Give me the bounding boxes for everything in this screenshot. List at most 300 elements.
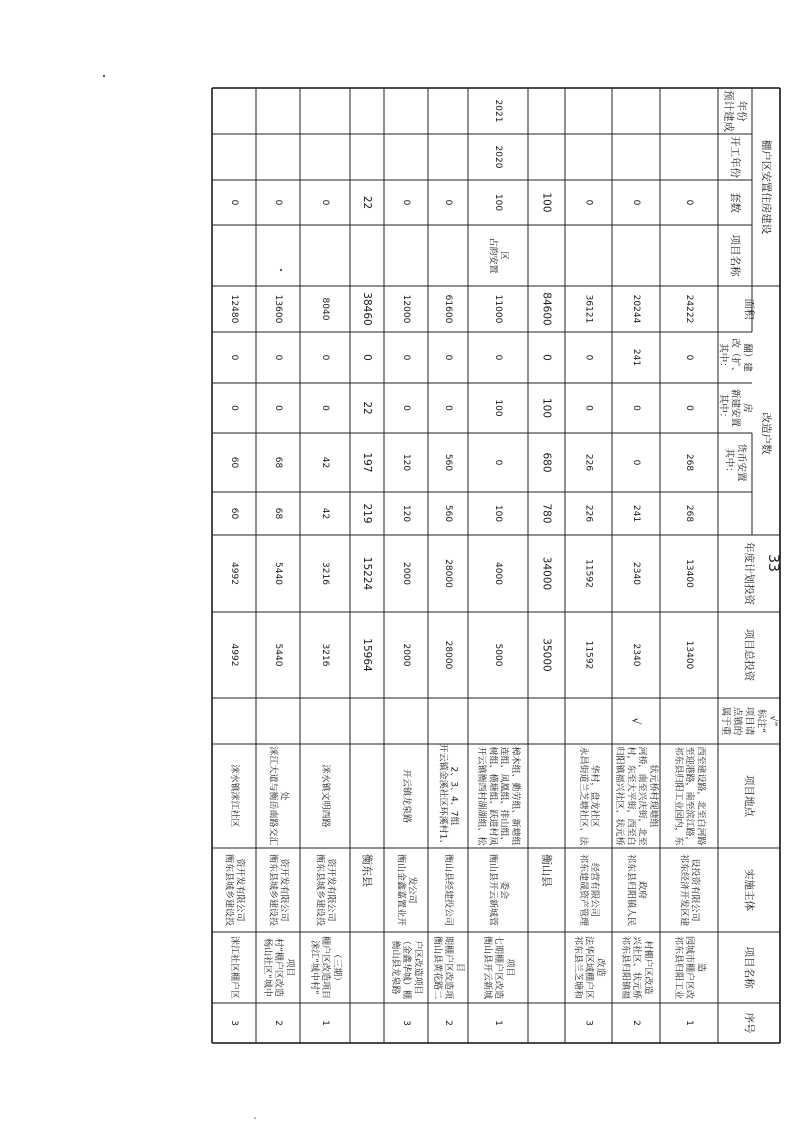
cell-text: 20244 — [631, 294, 641, 324]
cell-text: 衡山县开云新城 — [481, 935, 492, 1000]
cell-text: 改造 — [594, 958, 605, 977]
cell-text: 至迎港路，南至滨江路， — [684, 746, 694, 846]
cell-text: 2020 — [493, 145, 503, 169]
cell-text-group — [631, 1020, 641, 1026]
cell-text: 祁东建晟资产管理 — [577, 853, 588, 927]
cell-text: 目 — [454, 962, 465, 973]
cell-text-group — [684, 295, 694, 324]
cell-text-group — [361, 196, 373, 209]
cell-text-group — [476, 746, 522, 846]
scan-speck — [280, 269, 282, 271]
page-number: 33 — [765, 554, 781, 572]
cell-text: 1 — [320, 1020, 330, 1026]
cell-text: 祁东县归阳工业园内，东 — [672, 746, 683, 846]
cell-text: 衡山县 — [540, 854, 553, 887]
cell-text-group — [273, 355, 283, 361]
cell-text: 5440 — [273, 562, 283, 585]
cell-text-group — [320, 508, 330, 519]
cell-text-group — [443, 295, 453, 324]
cell-text: 4992 — [229, 643, 239, 667]
cell-text: 新建安置 — [729, 388, 741, 428]
cell-text-group — [320, 200, 330, 206]
cell-text: 36121 — [583, 294, 594, 324]
cell-text: 衡东县城乡建设投 — [267, 853, 278, 927]
cell-text: 5000 — [493, 643, 503, 667]
cell-text-group — [443, 200, 453, 206]
cell-text-group — [401, 200, 411, 206]
cell-text: 开云镇龙泉路 — [401, 768, 411, 824]
cell-text: 100 — [540, 192, 553, 213]
cell-text: 资开发有限公司 — [325, 858, 336, 922]
cell-text-group — [743, 629, 756, 682]
cell-text-group — [320, 355, 330, 361]
cell-text: 34000 — [540, 556, 553, 591]
cell-text: 2、3、4、7组 — [448, 766, 459, 826]
cell-text: 洣江大道与衡岳南路交汇 — [267, 746, 278, 846]
cell-text: 28000 — [443, 640, 453, 670]
cell-text-group — [718, 338, 754, 376]
cell-text: 区 — [498, 250, 509, 261]
cell-text: 60 — [229, 456, 239, 469]
cell-text-group — [729, 235, 741, 277]
cell-text-group — [760, 140, 773, 235]
cell-text: 11592 — [583, 559, 594, 588]
cell-text-group — [684, 505, 694, 522]
cell-text: 560 — [443, 504, 453, 523]
cell-text: 房 — [741, 403, 753, 413]
cell-text: 资开发有限公司 — [278, 858, 289, 922]
cell-text: 0 — [493, 354, 503, 361]
cell-text-group — [443, 405, 453, 411]
cell-text: 改造户数 — [760, 412, 772, 455]
cell-text-group — [229, 508, 239, 520]
cell-text: 2340 — [631, 562, 641, 585]
cell-text-group — [229, 200, 239, 206]
cell-text: 0 — [631, 199, 641, 206]
cell-text: 219 — [361, 503, 373, 524]
cell-text: 42 — [320, 507, 330, 520]
cell-text: 园城市棚户区改 — [684, 935, 694, 1000]
cell-text: 241 — [631, 348, 641, 367]
cell-text-group — [631, 405, 641, 411]
cell-text: 0 — [684, 354, 694, 361]
cell-text-group — [541, 292, 553, 325]
cell-text: 15964 — [361, 638, 373, 672]
cell-text: （金鑫华城）棚 — [401, 935, 411, 1000]
cell-text-group — [584, 454, 594, 471]
cell-text-group — [684, 405, 694, 411]
cell-text-group — [541, 503, 553, 523]
cell-text: 资开发有限公司 — [234, 858, 245, 922]
cell-text-group — [229, 644, 239, 667]
cell-text-group — [541, 354, 553, 361]
cell-text: 11000 — [493, 294, 503, 324]
cell-text-group — [320, 644, 330, 667]
cell-text: 状元桥村现塘组 — [647, 764, 658, 828]
cell-text-group — [443, 641, 453, 670]
cell-text-group — [541, 638, 553, 671]
cell-text: 占韵安置 — [487, 237, 498, 274]
cell-text: 河桥，南至兴庆街，北至 — [636, 746, 647, 846]
cell-text-group — [631, 295, 641, 324]
cell-text: 241 — [631, 504, 641, 523]
cell-text: 杨山社区“城中 — [261, 938, 272, 997]
cell-text: 期棚户区改造项 — [443, 935, 453, 1000]
cell-text-group — [631, 460, 641, 466]
cell-text: 面积 — [743, 298, 755, 320]
cell-text: 0 — [401, 354, 411, 361]
cell-text-group — [320, 457, 330, 468]
cell-text: 24222 — [684, 294, 694, 324]
cell-text-group — [229, 562, 239, 585]
cell-text: 0 — [320, 354, 330, 361]
cell-text: 0 — [273, 405, 283, 411]
cell-text: 2000 — [401, 562, 411, 585]
cell-text: 0 — [361, 354, 373, 361]
cell-text-group — [493, 644, 503, 667]
cell-text: 政府 — [636, 880, 647, 900]
cell-text-group — [229, 936, 241, 999]
cell-text: 2340 — [631, 643, 641, 667]
cell-text: 0 — [583, 199, 594, 206]
cell-text-group — [493, 146, 503, 169]
cell-text: 100 — [540, 397, 553, 419]
cell-text: 4992 — [229, 562, 239, 585]
cell-text: 226 — [583, 504, 594, 523]
cell-text: 100 — [493, 504, 503, 523]
cell-text-group — [361, 557, 373, 591]
cell-text-group — [443, 505, 453, 522]
cell-text: 衡山县龙泉路 — [389, 940, 400, 995]
cell-text: 0 — [631, 459, 641, 466]
cell-text-group — [584, 405, 594, 411]
cell-text-group — [401, 355, 411, 361]
cell-text: 开工年份 — [729, 136, 741, 178]
cell-text: 0 — [540, 354, 553, 361]
cell-text: √” — [767, 715, 779, 727]
cell-text: 13400 — [684, 640, 694, 670]
cell-text: 120 — [401, 453, 411, 472]
cell-text: 项目请 — [743, 706, 755, 736]
cell-text: 祁东县兰芝塘和 — [572, 935, 583, 1000]
cell-text-group — [631, 562, 641, 585]
cell-text-group — [631, 349, 641, 366]
cell-text: 序号 — [743, 1012, 755, 1034]
cell-text: 棚户区安置住房建设 — [760, 139, 772, 235]
cell-text: 0 — [443, 405, 453, 411]
cell-text: 42 — [320, 456, 330, 469]
cell-text-group — [401, 405, 411, 411]
cell-text-group — [320, 562, 330, 585]
cell-text-group — [684, 200, 694, 206]
cell-text-group — [361, 452, 373, 472]
cell-text-group — [540, 854, 553, 887]
cell-text-group — [320, 1020, 330, 1026]
cell-text: 衡东县城乡建设投 — [223, 853, 234, 927]
cell-text: 68 — [273, 456, 283, 469]
cell-text-group — [273, 508, 283, 520]
cell-text-group — [229, 295, 239, 324]
cell-text: 3216 — [320, 562, 330, 585]
cell-text: 2 — [443, 1020, 453, 1026]
cell-text: 祁东县归阳工业 — [672, 935, 683, 1000]
cell-text-group — [743, 775, 756, 817]
cell-text-group — [229, 457, 239, 469]
cell-text: 经营有限公司 — [589, 862, 600, 918]
cell-text: 0 — [401, 199, 411, 206]
scan-speck — [103, 75, 105, 77]
cell-text-group — [390, 936, 425, 999]
cell-text: 560 — [443, 453, 453, 472]
cell-text: 洣江社区棚户区 — [229, 935, 239, 1000]
cell-text-group — [229, 1020, 239, 1026]
cell-text: 5440 — [273, 643, 283, 667]
cell-text: 8040 — [320, 297, 330, 321]
cell-text: 洣水镇洣江社区 — [229, 764, 239, 828]
cell-text: 0 — [443, 199, 453, 206]
cell-text: 项目 — [504, 958, 515, 977]
cell-text-group — [684, 454, 694, 471]
cell-text-group — [729, 192, 742, 213]
cell-text: 其中： — [717, 393, 729, 423]
cell-text-group — [361, 292, 373, 325]
cell-text-group — [314, 854, 337, 926]
cell-text: 户区改造项目 — [412, 940, 423, 995]
cell-text: 改（扩、 — [729, 338, 741, 377]
cell-text: 2021 — [493, 99, 503, 123]
cell-text-group — [584, 505, 594, 522]
cell-text: 套数 — [729, 192, 741, 213]
cell-text-group — [229, 764, 241, 827]
cell-text-group — [361, 354, 373, 361]
cell-text-group — [493, 460, 503, 466]
cell-text: 归阳镇福兴社区、状元桥 — [614, 746, 625, 846]
cell-text: 属于重 — [719, 706, 731, 736]
cell-text: 处 — [278, 791, 289, 801]
cell-text: 法华区域棚户区 — [583, 935, 594, 1000]
cell-text-group — [541, 557, 553, 590]
cell-text: 780 — [540, 503, 553, 524]
cell-text: 实施主体 — [743, 869, 755, 911]
cell-text: 3 — [229, 1020, 239, 1026]
cell-text: （三期） — [331, 949, 342, 986]
cell-text-group — [361, 638, 373, 672]
cell-text-group — [760, 413, 773, 455]
cell-text: 2 — [631, 1020, 641, 1026]
cell-text: 197 — [361, 452, 373, 473]
cell-text: √ — [629, 717, 643, 725]
cell-text-group — [743, 542, 756, 605]
cell-text-group — [493, 295, 503, 324]
cell-text-group — [493, 399, 503, 416]
cell-text-group — [584, 1020, 594, 1026]
cell-text: 货币安置 — [735, 443, 747, 482]
cell-text-group — [684, 641, 694, 670]
cell-text: 项目总投资 — [743, 628, 755, 682]
cell-text-group — [273, 562, 283, 585]
cell-text-group — [631, 505, 641, 522]
cell-text-group — [443, 1020, 453, 1026]
cell-text: 项目名称 — [743, 946, 755, 989]
cell-text-group — [541, 192, 553, 212]
cell-text-group — [401, 562, 411, 585]
cell-text: 年度计划投资 — [743, 542, 755, 605]
cell-text: 0 — [229, 199, 239, 206]
cell-text-group — [493, 100, 503, 123]
cell-text-group — [229, 405, 239, 411]
cell-text: 0 — [229, 405, 239, 411]
cell-text: 60 — [229, 507, 239, 520]
cell-text-group — [229, 355, 239, 361]
cell-text-group — [743, 1013, 756, 1035]
cell-text: 12000 — [401, 294, 411, 324]
cell-text-group — [584, 295, 594, 324]
cell-text-group — [273, 200, 283, 206]
cell-text: 0 — [631, 405, 641, 411]
cell-text: 西至建设路，北至白河路 — [695, 746, 706, 846]
cell-text-group — [273, 1020, 283, 1026]
scan-speck — [254, 1117, 256, 1119]
cell-text: 年份 — [735, 100, 748, 122]
cell-text-group — [361, 401, 373, 414]
cell-text: 0 — [273, 354, 283, 361]
cell-text-group — [401, 1020, 411, 1026]
cell-text: 0 — [583, 405, 594, 411]
cell-text: 祁东县归阳镇福 — [619, 935, 630, 1000]
cell-text-group — [401, 295, 411, 324]
cell-text: 1 — [493, 1020, 503, 1026]
cell-text: 洣水镇文明西路 — [320, 764, 330, 828]
cell-text-group — [673, 746, 708, 845]
cell-text: 0 — [493, 459, 503, 466]
cell-text: 设投资有限公司 — [689, 858, 700, 922]
cell-text-group — [443, 559, 453, 588]
cell-text: 13400 — [684, 559, 694, 588]
cell-text: 项目地点 — [743, 775, 755, 817]
cell-text: 标注“ — [755, 709, 767, 733]
cell-text: 3 — [583, 1020, 594, 1026]
cell-text: 1 — [684, 1020, 694, 1026]
cell-text-group — [401, 644, 411, 667]
cell-text-group — [223, 854, 246, 926]
cell-text-group — [443, 355, 453, 361]
cell-text-group — [267, 854, 290, 926]
cell-text: 衡山县开云新城管 — [487, 853, 498, 927]
cell-text: 造 — [695, 962, 706, 973]
cell-text: 开云镇金溪社区环溪村1、 — [437, 743, 448, 849]
cell-text-group — [493, 355, 503, 361]
cell-text: 棚户区改造项目 — [320, 935, 330, 1000]
cell-text-group — [678, 854, 701, 926]
cell-text: 村棚户区改造 — [642, 940, 653, 995]
cell-text: 翻）建 — [741, 343, 753, 372]
cell-text-group — [361, 503, 373, 523]
cell-text: 衡东县城乡建设投 — [314, 853, 325, 927]
cell-text: 15224 — [361, 556, 373, 591]
cell-text-group — [684, 1020, 694, 1026]
cell-text: 兴社区、状元桥 — [631, 935, 641, 1000]
cell-text-group — [443, 454, 453, 471]
cell-text: 35000 — [540, 638, 553, 672]
cell-text: 衡山金鑫嘉置业开 — [395, 853, 406, 927]
cell-text: 永昌街道兰芝塘社区、法 — [577, 746, 588, 846]
cell-text-group — [584, 200, 594, 206]
cell-text: 120 — [401, 504, 411, 523]
cell-text-group — [743, 869, 756, 911]
cell-text: 项目 — [284, 958, 295, 977]
cell-text-group — [273, 405, 283, 411]
cell-text: 衡东县 — [360, 854, 374, 887]
cell-text: 38460 — [361, 292, 373, 326]
cell-text-group — [631, 200, 641, 206]
cell-text-group — [320, 298, 330, 321]
cell-text: 0 — [273, 199, 283, 206]
cell-text: 衡山县黄花路二 — [431, 935, 442, 1000]
cell-text: 祁东县归阳镇人民 — [625, 853, 636, 927]
cell-text-group — [361, 854, 374, 887]
cell-text-group — [631, 644, 641, 667]
cell-text-group — [401, 505, 411, 522]
cell-text: 3216 — [320, 643, 330, 667]
cell-text: 项目名称 — [729, 234, 741, 277]
cell-text: 226 — [583, 453, 594, 472]
cell-text: 4000 — [493, 562, 503, 585]
cell-text: 84600 — [540, 292, 553, 326]
cell-text-group — [578, 854, 601, 926]
cell-text-group — [320, 405, 330, 411]
cell-text: 华村，盘龙社区 — [589, 764, 600, 828]
cell-text: 13600 — [273, 294, 283, 324]
cell-text: 村，东至大平街，西至白 — [625, 746, 636, 846]
cell-text-group — [493, 505, 503, 522]
cell-text: 0 — [684, 199, 694, 206]
cell-text: 七期棚户区改造 — [493, 935, 503, 1000]
cell-text-group — [493, 1020, 503, 1026]
cell-text-group — [401, 454, 411, 471]
cell-text: 61600 — [443, 294, 453, 324]
cell-text: 0 — [443, 354, 453, 361]
cell-text: 祁东经济开发区建 — [678, 853, 689, 927]
cell-text-group — [273, 457, 283, 469]
cell-text: 3 — [401, 1020, 411, 1026]
cell-text-group — [493, 562, 503, 585]
cell-text-group — [320, 764, 332, 827]
cell-text: 樟木组、勤劳组、新塘组 — [509, 746, 520, 846]
cell-text: 0 — [583, 354, 594, 361]
cell-text-group — [684, 355, 694, 361]
cell-text-group — [541, 452, 553, 472]
cell-text-group — [584, 355, 594, 361]
cell-text-group — [584, 559, 594, 588]
cell-text-group — [273, 644, 283, 667]
cell-text-group — [620, 936, 655, 999]
cell-text: 委会 — [498, 880, 509, 900]
cell-text-group — [684, 559, 694, 588]
cell-text: 68 — [273, 507, 283, 520]
cell-text: 22 — [361, 195, 373, 210]
cell-text-group — [724, 443, 748, 482]
cell-text: 其中： — [717, 343, 729, 372]
cell-text: 268 — [684, 453, 694, 472]
cell-text-group — [743, 947, 755, 989]
cell-text: 洣江“城中村” — [308, 940, 319, 995]
cell-text: 12480 — [229, 294, 239, 324]
cell-text: 680 — [540, 452, 553, 473]
cell-text-group — [541, 398, 553, 418]
cell-text: 0 — [320, 405, 330, 411]
cell-text-group — [401, 769, 413, 823]
cell-text: 点镇的 — [731, 706, 743, 736]
